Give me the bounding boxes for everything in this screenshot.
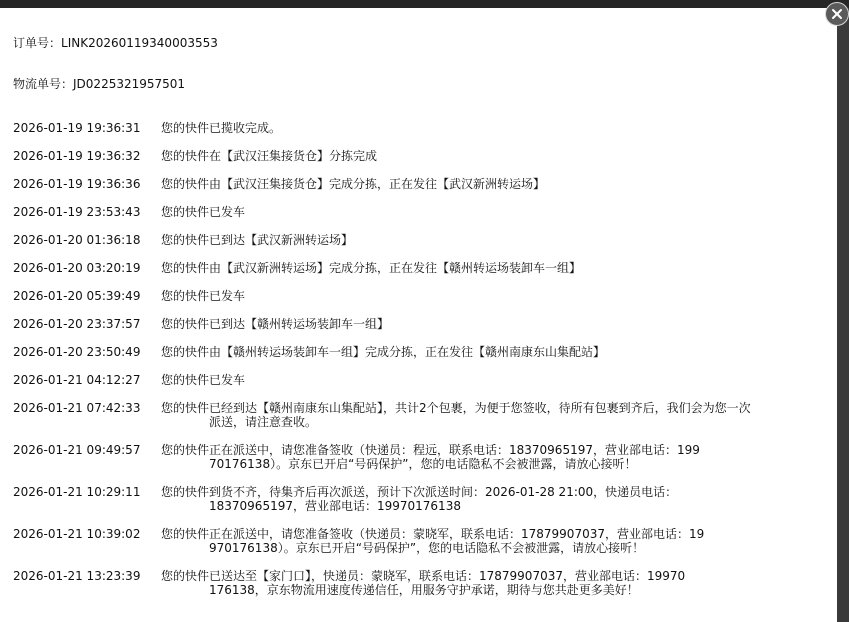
- log-message: [161, 289, 837, 303]
- log-message-continuation: 派送，请注意查收。: [209, 415, 318, 429]
- log-time: 2026-01-21 04:12:27: [13, 373, 141, 387]
- log-message-continuation: 970176138）。京东已开启“号码保护”，您的电话隐私不会被泄露，请放心接听！: [209, 541, 645, 555]
- log-message: [161, 121, 837, 135]
- log-message-line: 您的快件已发车: [161, 205, 246, 219]
- tracking-number: [13, 77, 185, 91]
- log-message-line: 您的快件已送达至【家门口】，快递员：蒙晓军，联系电话：17879907037，营业部电话：19970: [161, 569, 686, 583]
- log-time: 2026-01-20 05:39:49: [13, 289, 141, 303]
- log-message-line: 您的快件正在派送中，请您准备签收（快递员：蒙晓军，联系电话：17879907037，营业部电话：19: [161, 527, 705, 541]
- log-message-line: 您的快件已到达【武汉新洲转运场】: [161, 233, 354, 247]
- tracking-number-label: 物流单号：: [13, 77, 74, 91]
- log-message: [161, 443, 837, 471]
- log-message: [161, 527, 837, 555]
- log-message-continuation: 18370965197，营业部电话：19970176138: [209, 499, 461, 513]
- order-number: [13, 36, 218, 50]
- log-time: 2026-01-19 19:36:36: [13, 177, 141, 191]
- log-message: [161, 485, 837, 513]
- log-message: [161, 177, 837, 191]
- log-time: 2026-01-19 19:36:32: [13, 149, 141, 163]
- log-message-line: 您的快件由【武汉汪集接货仓】完成分拣，正在发往【武汉新洲转运场】: [161, 177, 546, 191]
- log-message: [161, 261, 837, 275]
- log-message-line: 您的快件已发车: [161, 289, 246, 303]
- log-message: [161, 233, 837, 247]
- order-number-value: LINK20260119340003553: [61, 36, 218, 50]
- log-message: [161, 569, 837, 597]
- log-message-line: 您的快件已到达【赣州转运场装卸车一组】: [161, 317, 390, 331]
- log-time: 2026-01-19 19:36:31: [13, 121, 141, 135]
- log-message-line: 您的快件正在派送中，请您准备签收（快递员：程远，联系电话：18370965197，营业部电话：199: [161, 443, 700, 457]
- close-icon: [831, 8, 843, 20]
- log-time: 2026-01-21 10:39:02: [13, 527, 141, 541]
- log-time: 2026-01-20 23:37:57: [13, 317, 141, 331]
- log-message-line: 您的快件已发车: [161, 373, 246, 387]
- log-message: [161, 401, 837, 429]
- log-message-line: 您的快件已经到达【赣州南康东山集配站】，共计2个包裹，为便于您签收，待所有包裹到齐后，我们会为您一次: [161, 401, 751, 415]
- log-message-line: 您的快件由【赣州转运场装卸车一组】完成分拣，正在发往【赣州南康东山集配站】: [161, 345, 606, 359]
- background-page: [0, 0, 849, 8]
- log-time: 2026-01-20 03:20:19: [13, 261, 141, 275]
- log-time: 2026-01-20 01:36:18: [13, 233, 141, 247]
- tracking-number-value: JD0225321957501: [73, 77, 186, 91]
- logistics-detail-modal: [0, 8, 837, 622]
- log-message-line: 您的快件在【武汉汪集接货仓】分拣完成: [161, 149, 378, 163]
- log-message-line: 您的快件到货不齐，待集齐后再次派送，预计下次派送时间：2026-01-28 21:00，快递员电话：: [161, 485, 678, 499]
- close-button[interactable]: [825, 2, 849, 26]
- log-time: 2026-01-20 23:50:49: [13, 345, 141, 359]
- log-message: [161, 149, 837, 163]
- log-message: [161, 317, 837, 331]
- log-message-line: 您的快件由【武汉新洲转运场】完成分拣，正在发往【赣州转运场装卸车一组】: [161, 261, 582, 275]
- log-time: 2026-01-21 13:23:39: [13, 569, 141, 583]
- log-time: 2026-01-21 10:29:11: [13, 485, 141, 499]
- log-time: 2026-01-21 09:49:57: [13, 443, 141, 457]
- log-message: [161, 345, 837, 359]
- log-message: [161, 373, 837, 387]
- log-message-continuation: 70176138）。京东已开启“号码保护”，您的电话隐私不会被泄露，请放心接听！: [209, 457, 637, 471]
- log-message-continuation: 176138，京东物流用速度传递信任，用服务守护承诺，期待与您共赴更多美好！: [209, 583, 639, 597]
- log-message: [161, 205, 837, 219]
- log-time: 2026-01-21 07:42:33: [13, 401, 141, 415]
- log-time: 2026-01-19 23:53:43: [13, 205, 141, 219]
- order-number-label: 订单号：: [13, 36, 62, 50]
- log-message-line: 您的快件已揽收完成。: [161, 121, 282, 135]
